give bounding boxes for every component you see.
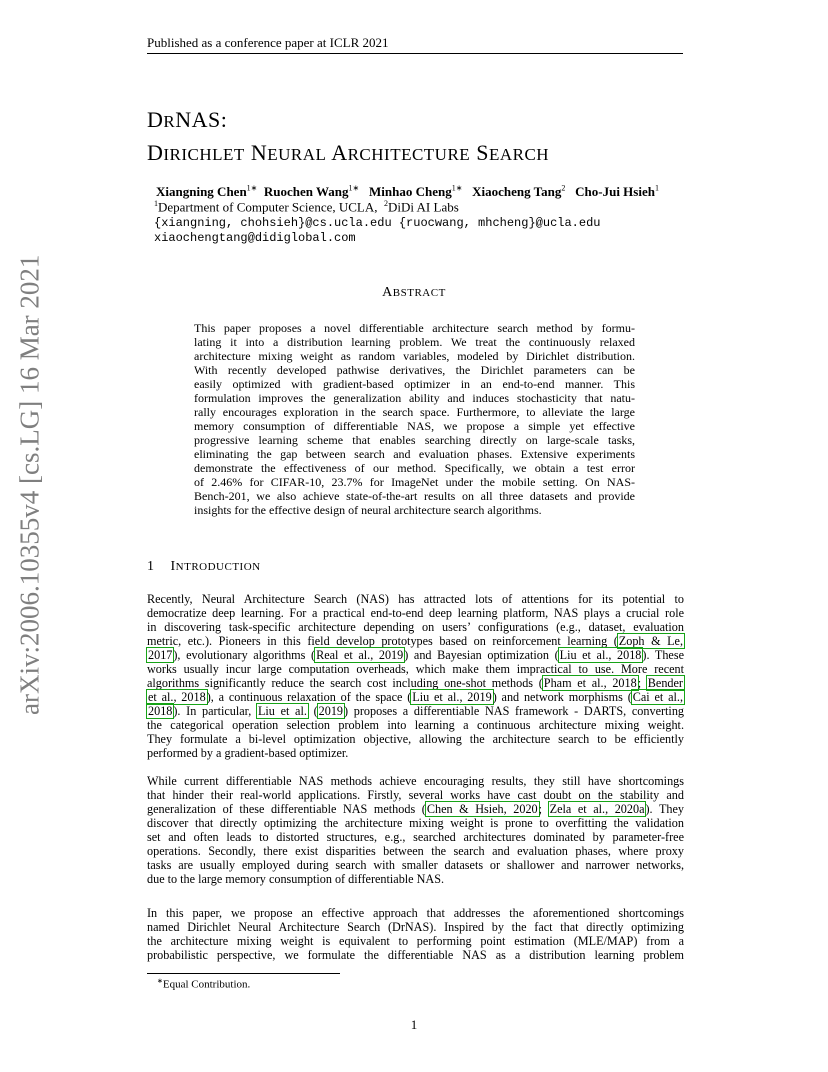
citation-link[interactable]: Chen & Hsieh, 2020 bbox=[426, 802, 538, 816]
intro-paragraph-1: Recently, Neural Architecture Search (NAS) has attracted lots of attentions for its potential to democratize deep learning. For a practical end-to-end deep learning platform, NAS plays a crucial role in discovering task-specific architecture depending on users’ configurations (e.g., dataset, evaluation metric, etc.). Pioneers in this field develop prototypes based on reinforcement learning (Zoph & Le, 2017), evolutionary algorithms (Real et al., 2019) and Bayesian optimization (Liu et al., 2018). These works usually incur large computation overheads, which make them impractical to use. More recent algorithms significantly reduce the search cost including one-shot methods (Pham et al., 2018; Bender et al., 2018), a continuous relaxation of the space (Liu et al., 2019) and network morphisms (Cai et al., 2018). In particular, Liu et al. (2019) proposes a differentiable NAS framework - DARTS, converting the categorical operation selection problem into learning a continuous architecture mixing weight. They formulate a bi-level optimization objective, allowing the architecture search to be efficiently performed by a gradient-based optimizer. bbox=[147, 592, 685, 760]
abstract-line: memory consumption of differentiable NAS, we propose a simple yet effective bbox=[194, 419, 635, 433]
intro-paragraph-3: In this paper, we propose an effective approach that addresses the aforementioned shortcomings named Dirichlet Neural Architecture Search (DrNAS). Inspired by the fact that directly optimizing the architecture mixing weight is equivalent to performing point estimation (MLE/MAP) from a probabilistic perspective, we formulate the differentiable NAS as a distribution learning problem bbox=[147, 906, 684, 962]
citation-link[interactable]: Liu et al., 2018 bbox=[559, 648, 642, 662]
email-line-1: {xiangning, chohsieh}@cs.ucla.edu {ruocwang, mhcheng}@ucla.edu bbox=[154, 216, 601, 230]
abstract-line: eliminating the gap between search and evaluation phases. Extensive experiments bbox=[194, 447, 635, 461]
citation-link[interactable]: Liu et al. bbox=[257, 704, 307, 718]
author: Xiangning Chen$^{1∗}$ bbox=[156, 184, 258, 200]
abstract-line: demonstrate the effectiveness of our method. Specifically, we obtain a test error bbox=[194, 461, 635, 475]
arxiv-identifier: arXiv:2006.10355v4 [cs.LG] 16 Mar 2021 bbox=[14, 254, 45, 716]
abstract-heading: ABSTRACT bbox=[382, 285, 446, 300]
introduction-heading: 1 INTRODUCTION bbox=[147, 559, 261, 574]
abstract-line: progressive learning scheme that enables searching directly on large-scale tasks, bbox=[194, 433, 635, 447]
citation-link[interactable]: 2018 bbox=[148, 704, 173, 718]
page-number: 1 bbox=[410, 1017, 418, 1032]
author-list bbox=[156, 184, 659, 200]
citation-link[interactable]: 2017 bbox=[148, 648, 173, 662]
citation-link[interactable]: Liu et al., 2019 bbox=[412, 690, 492, 704]
citation-link[interactable]: Real et al., 2019 bbox=[316, 648, 404, 662]
intro-paragraph-2: While current differentiable NAS methods achieve encouraging results, they still have shortcomings that hinder their real-world applications. Firstly, several works have cast doubt on the stability and generalization of these differentiable NAS methods (Chen & Hsieh, 2020; Zela et al., 2020a). They discover that directly optimizing the architecture mixing weight is prone to overfitting the validation set and often leads to distorted structures, e.g., searched architectures dominated by parameter-free operations. Secondly, there exist disparities between the search and evaluation phases, where proxy tasks are usually employed during search with smaller datasets or shallower and narrower networks, due to the large memory consumption of differentiable NAS. bbox=[147, 774, 684, 886]
abstract-line: Bench-201, we also achieve state-of-the-art results on all three datasets and provide bbox=[194, 489, 635, 503]
citation-link[interactable]: Cai et al., bbox=[632, 690, 683, 704]
abstract-line: lating it into a distribution learning problem. We treat the continuously relaxed bbox=[194, 335, 635, 349]
paper-title bbox=[147, 104, 549, 170]
abstract-body bbox=[194, 321, 635, 517]
affiliations: $^1$Department of Computer Science, UCLA, $^2$DiDi AI Labs bbox=[154, 199, 459, 215]
citation-link[interactable]: 2019 bbox=[318, 704, 344, 718]
citation-link[interactable]: Zela et al., 2020a bbox=[549, 802, 645, 816]
citation-link[interactable]: Zoph & Le, bbox=[618, 634, 683, 648]
abstract-line: architecture mixing weight as random variables, modeled by Dirichlet distribution. bbox=[194, 349, 635, 363]
abstract-line: insights for the effective design of neural architecture search algorithms. bbox=[194, 503, 542, 517]
author: Minhao Cheng$^{1∗}$ bbox=[368, 184, 463, 200]
author: Xiaocheng Tang$^2$ bbox=[472, 184, 566, 200]
abstract-line: formulation improves the generalization ability and induces stochasticity that natu- bbox=[194, 391, 635, 405]
abstract-line: rally encourages exploration in the search space. Furthermore, to alleviate the large bbox=[194, 405, 635, 419]
header-rule bbox=[147, 53, 683, 54]
citation-link[interactable]: et al., 2018 bbox=[148, 690, 206, 704]
abstract-line: This paper proposes a novel differentiable architecture search method by formu- bbox=[194, 321, 635, 335]
citation-link[interactable]: Bender bbox=[647, 676, 683, 690]
footnote-rule bbox=[147, 973, 340, 974]
abstract-line: easily optimized with gradient-based optimizer in an end-to-end manner. This bbox=[194, 377, 635, 391]
abstract-line: With recently developed pathwise derivatives, the Dirichlet parameters can be bbox=[194, 363, 635, 377]
citation-link[interactable]: Pham et al., 2018 bbox=[543, 676, 637, 690]
abstract-line: of 2.46% for CIFAR-10, 23.7% for ImageNet under the mobile setting. On NAS- bbox=[194, 475, 635, 489]
title-line-1: DRNAS: bbox=[147, 107, 228, 132]
footnote: ∗Equal Contribution. bbox=[157, 977, 251, 991]
email-line-2: xiaochengtang@didiglobal.com bbox=[154, 231, 356, 245]
author: Ruochen Wang$^{1∗}$ bbox=[263, 184, 360, 200]
running-header: Published as a conference paper at ICLR 2021 bbox=[147, 35, 389, 50]
title-line-2: DIRICHLET NEURAL ARCHITECTURE SEARCH bbox=[147, 140, 550, 165]
author: Cho-Jui Hsieh$^1$ bbox=[575, 184, 659, 200]
